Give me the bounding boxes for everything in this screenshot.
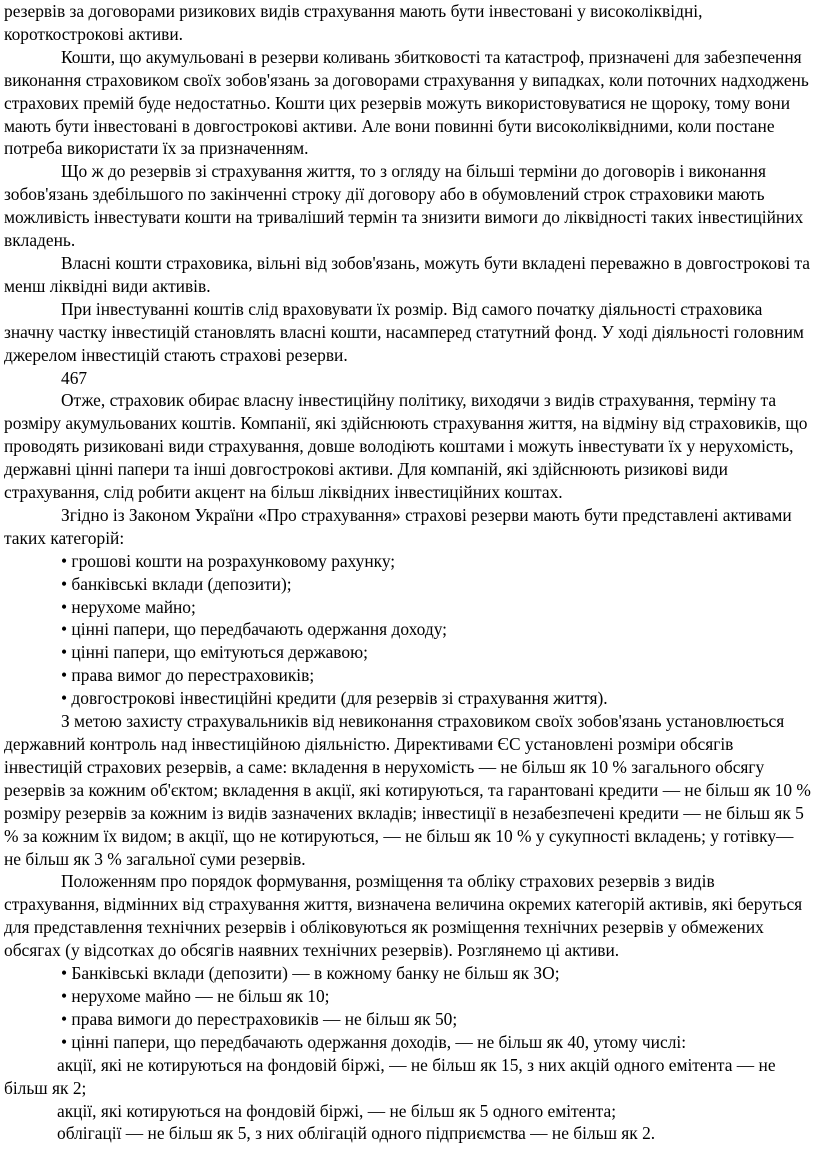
list-item: • права вимоги до перестраховиків — не більш як 50; [61, 1008, 458, 1029]
paragraph: З метою захисту страхувальників від невиконання страховиком своїх зобов'язань установлюється державний контроль над інвестиційною діяльністю. Директивами ЄС установлені розміри обсягів інвестицій страхових резервів, а саме: вкладення в нерухомість — не більш як 10 % загального обсягу резервів за кожним об'єктом; вкладення в акції, які котируються, та гарантовані кредити — не більш як 10 % розміру резервів за кожним із видів зазначених вкладів; інвестиції в незабезпечені кредити — не більш як 5 % за кожним їх видом; в акції, що не котируються, — не більш як 10 % у сукупності вкладень; у готівку— не більш як 3 % загальної суми резервів. [4, 711, 811, 869]
page-number: 467 [61, 367, 88, 388]
list-item: • довгострокові інвестиційні кредити (для резервів зі страхування життя). [61, 688, 608, 709]
list-item: • грошові кошти на розрахунковому рахунку; [61, 550, 396, 571]
paragraph: Що ж до резервів зі страхування життя, то з огляду на більші терміни до договорів і виконання зобов'язань здебільшого по закінченні строку дії договору або в обумовлений строк страховики мають можливість інвестувати кошти на триваліший термін та знизити вимоги до ліквідності таких інвестиційних вкладень. [4, 161, 804, 251]
sub-list-item: акції, які котируються на фондовій біржі, — не більш як 5 одного емітента; [57, 1100, 617, 1121]
list-item: • Банківські вклади (депозити) — в кожному банку не більш як ЗО; [61, 963, 560, 984]
paragraph: Згідно із Законом України «Про страхування» страхові резерви мають бути представлені активами таких категорій: [4, 504, 792, 548]
list-item: • цінні папери, що передбачають одержання доходу; [61, 619, 447, 640]
paragraph: Кошти, що акумульовані в резерви коливань збитковості та катастроф, призначені для забезпечення виконання страховиком своїх зобов'язань за договорами страхування у випадках, коли поточних надходжень страхових премій буде недостатньо. Кошти цих резервів можуть використовуватися не щороку, тому вони мають бути інвестовані в довгострокові активи. Але вони повинні бути високоліквідними, коли постане потреба використати їх за призначенням. [4, 46, 809, 159]
paragraph: При інвестуванні коштів слід враховувати їх розмір. Від самого початку діяльності страховика значну частку інвестицій становлять власні кошти, насамперед статутний фонд. У ході діяльності головним джерелом інвестицій стають страхові резерви. [4, 298, 804, 365]
list-item: • банківські вклади (депозити); [61, 573, 292, 594]
paragraph: Отже, страховик обирає власну інвестиційну політику, виходячи з видів страхування, терміну та розміру акумульованих коштів. Компанії, які здійснюють страхування життя, на відміну від страховиків, що проводять ризиковані види страхування, довше володіють коштами і можуть інвестувати їх у нерухомість, державні цінні папери та інші довгострокові активи. Для компаній, які здійснюють ризикові види страхування, слід робити акцент на більш ліквідних інвестиційних коштах. [4, 390, 808, 503]
sub-list-item: акції, які не котируються на фондовій біржі, — не більш як 15, з них акцій одного емітента — не більш як 2; [4, 1054, 776, 1098]
list-item: • нерухоме майно — не більш як 10; [61, 985, 330, 1006]
list-item: • нерухоме майно; [61, 596, 196, 617]
list-item: • цінні папери, що емітуються державою; [61, 642, 368, 663]
paragraph: Власні кошти страховика, вільні від зобов'язань, можуть бути вкладені переважно в довгострокові та менш ліквідні види активів. [4, 252, 811, 296]
sub-list-item: облігації — не більш як 5, з них облігацій одного підприємства — не більш як 2. [57, 1123, 656, 1144]
list-item: • цінні папери, що передбачають одержання доходів, — не більш як 40, утому числі: [61, 1031, 687, 1052]
paragraph: Положенням про порядок формування, розміщення та обліку страхових резервів з видів страхування, відмінних від страхування життя, визначена величина окремих категорій активів, які беруться для представлення технічних резервів і обліковуються як розміщення технічних резервів у обмежених обсягах (у відсотках до обсягів наявних технічних резервів). Розглянемо ці активи. [4, 871, 803, 961]
paragraph: резервів за договорами ризикових видів страхування мають бути інвестовані у високоліквідні, короткострокові активи. [4, 1, 703, 44]
list-item: • права вимог до перестраховиків; [61, 665, 315, 686]
